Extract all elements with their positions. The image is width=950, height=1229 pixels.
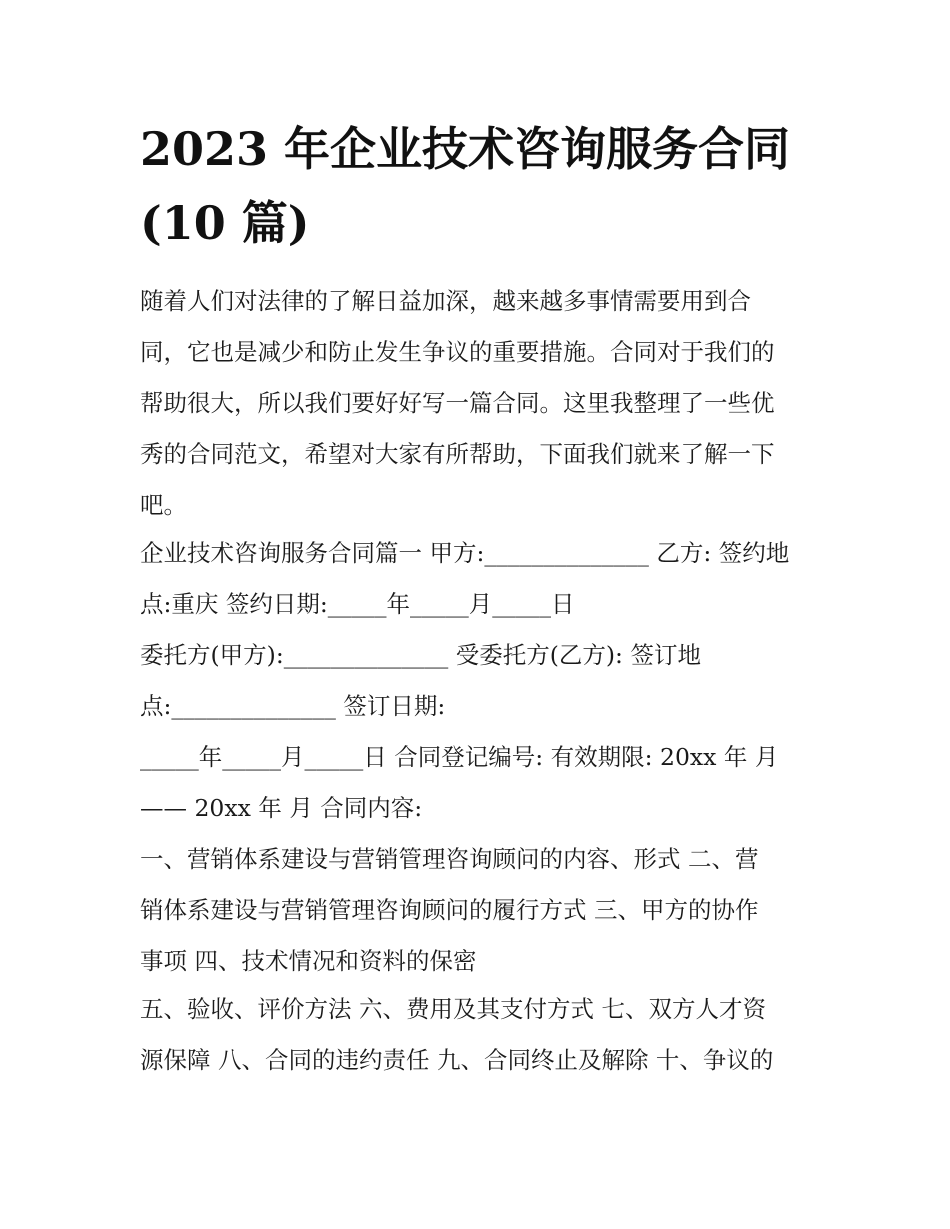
body-line: 销体系建设与营销管理咨询顾问的履行方式 三、甲方的协作 [140, 896, 759, 924]
body-line: 同，它也是减少和防止发生争议的重要措施。合同对于我们的 [140, 338, 775, 366]
body-line: 帮助很大，所以我们要好好写一篇合同。这里我整理了一些优 [140, 389, 775, 417]
body-line: 秀的合同范文，希望对大家有所帮助，下面我们就来了解一下 [140, 440, 775, 468]
body-line: 事项 四、技术情况和资料的保密 [140, 947, 477, 975]
body-line: 委托方(甲方):______________ 受委托方(乙方): 签订地 [140, 641, 701, 669]
document-title [140, 112, 820, 260]
body-line: 随着人们对法律的了解日益加深，越来越多事情需要用到合 [140, 287, 751, 315]
title-line-1: 2023 年企业技术咨询服务合同 [140, 122, 791, 176]
body-line: 五、验收、评价方法 六、费用及其支付方式 七、双方人才资 [140, 995, 766, 1023]
body-line: —— 20xx 年 月 合同内容: [140, 794, 423, 822]
body-line: 源保障 八、合同的违约责任 九、合同终止及解除 十、争议的 [140, 1046, 774, 1074]
body-line: 吧。 [140, 491, 187, 519]
body-line: 点:______________ 签订日期: [140, 692, 446, 720]
body-line: 一、营销体系建设与营销管理咨询顾问的内容、形式 二、营 [140, 845, 759, 873]
body-line: _____年_____月_____日 合同登记编号: 有效期限: 20xx 年 月 [140, 743, 779, 771]
body-line: 点:重庆 签约日期:_____年_____月_____日 [140, 590, 575, 618]
title-line-2: (10 篇) [140, 196, 310, 250]
body-line: 企业技术咨询服务合同篇一 甲方:______________ 乙方: 签约地 [140, 539, 790, 567]
